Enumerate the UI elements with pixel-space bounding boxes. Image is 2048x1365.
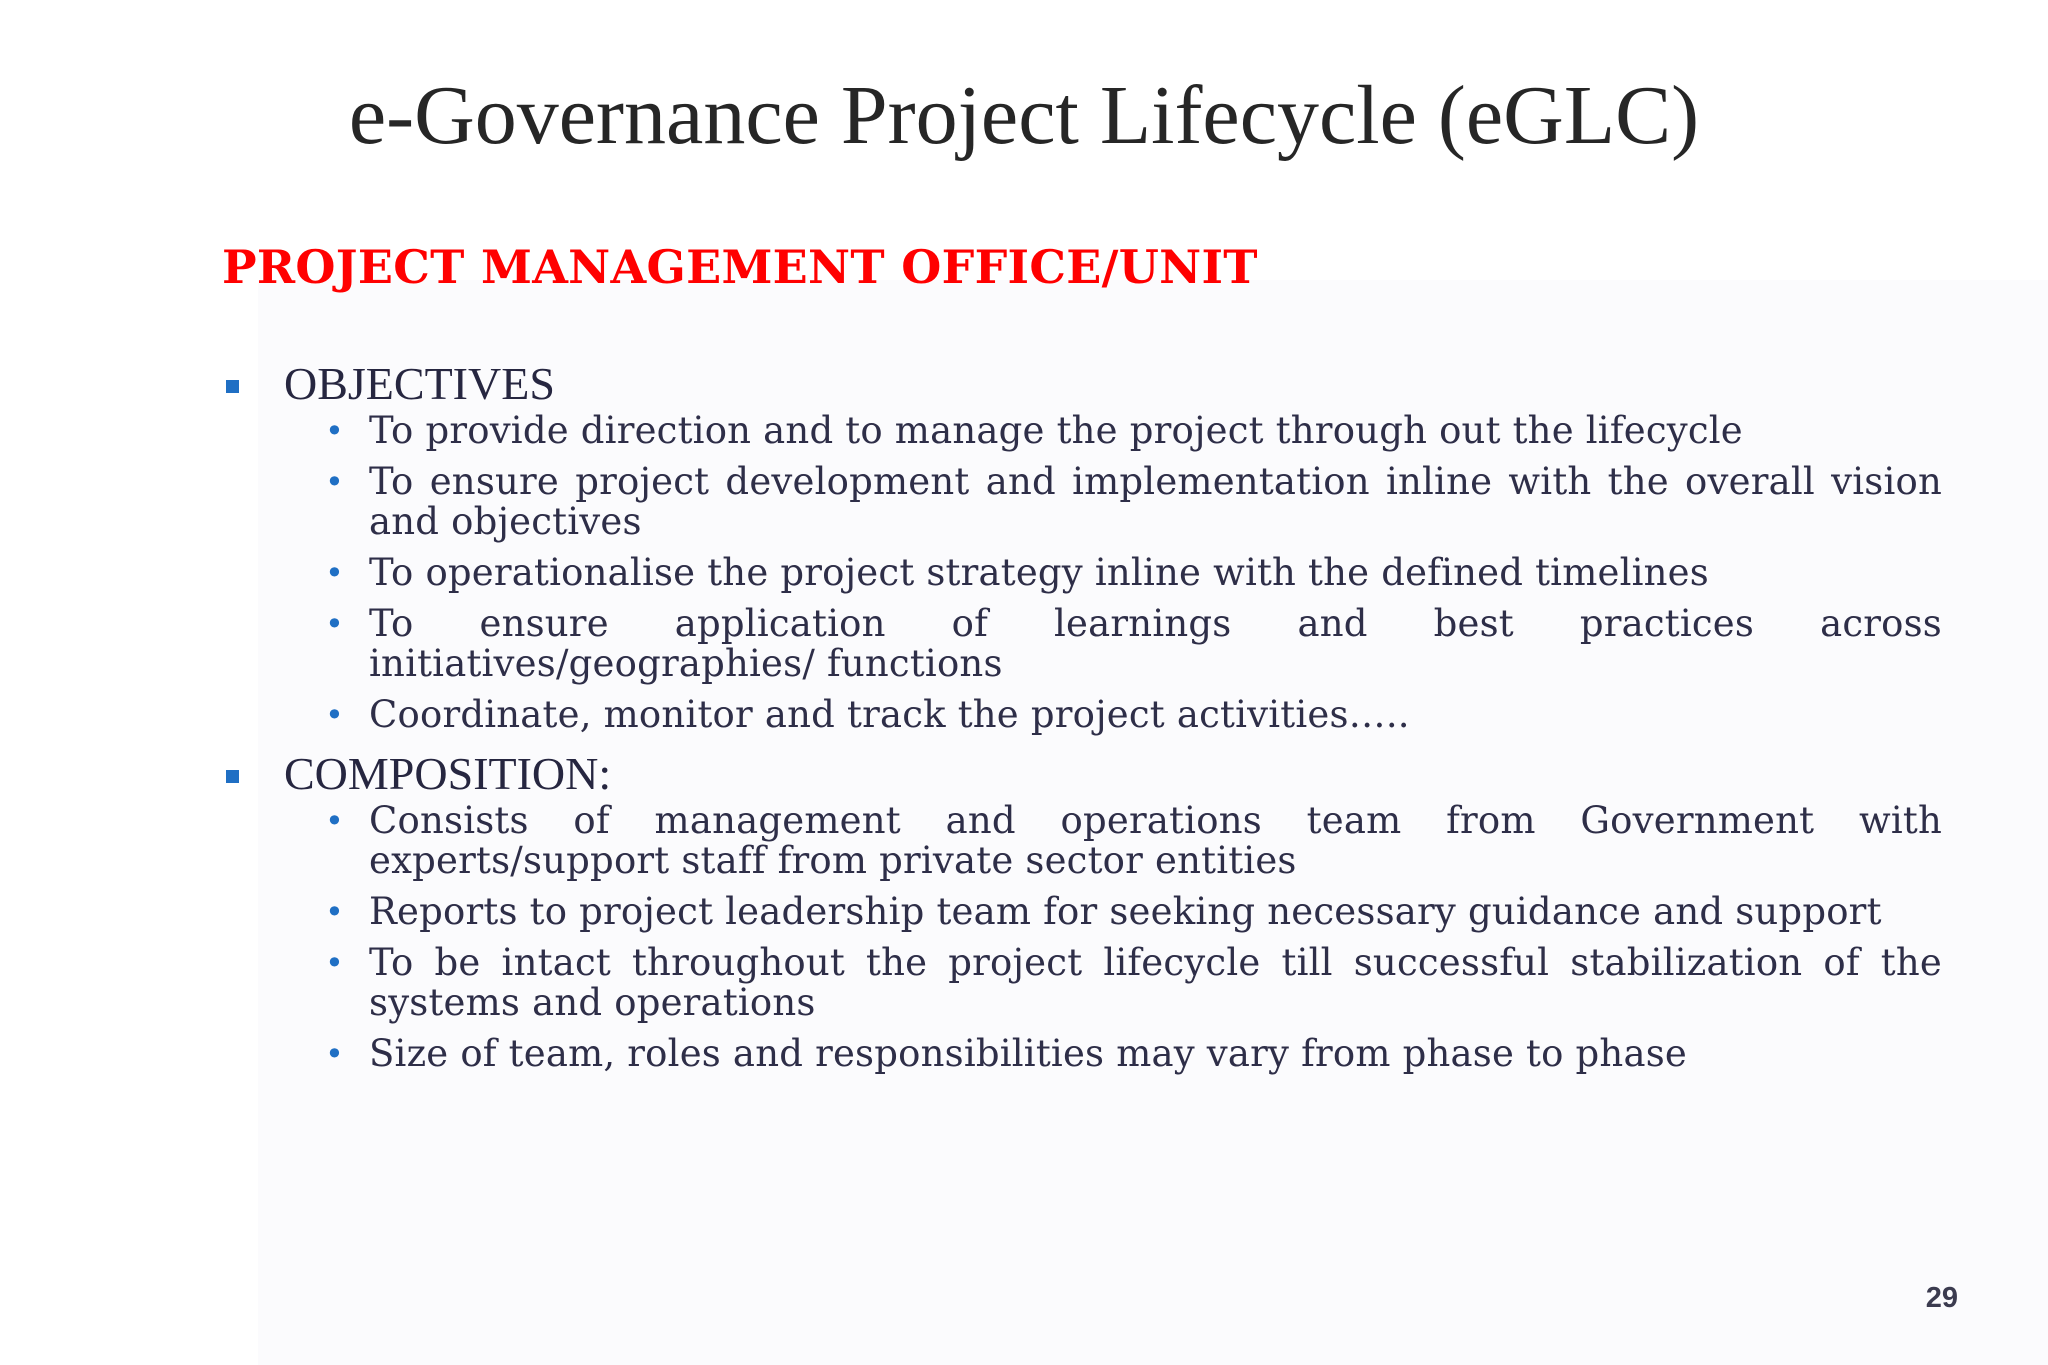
objectives-label: OBJECTIVES bbox=[284, 358, 555, 409]
square-bullet-icon bbox=[226, 380, 239, 393]
list-item: • Consists of management and operations team from Government with experts/support staff from private sector entities bbox=[325, 799, 1942, 883]
bullet-dot-icon: • bbox=[325, 944, 345, 983]
composition-label: COMPOSITION: bbox=[284, 748, 612, 800]
list-item: • To be intact throughout the project lifecycle till successful stabilization of the systems and operations bbox=[325, 941, 1942, 1025]
list-item: • To provide direction and to manage the project through out the lifecycle bbox=[325, 409, 1743, 453]
bullet-dot-icon: • bbox=[325, 554, 345, 593]
bullet-dot-icon: • bbox=[325, 802, 345, 841]
objectives-list bbox=[222, 411, 1942, 735]
square-bullet-icon bbox=[226, 770, 239, 783]
slide-content bbox=[222, 356, 1942, 1085]
list-item: • To operationalise the project strategy inline with the defined timelines bbox=[325, 551, 1709, 595]
bullet-dot-icon: • bbox=[325, 412, 345, 451]
bullet-dot-icon: • bbox=[325, 605, 345, 644]
list-item: • Reports to project leadership team for seeking necessary guidance and support bbox=[325, 890, 1882, 934]
slide-title: e-Governance Project Lifecycle (eGLC) bbox=[348, 69, 1700, 162]
list-item: • Size of team, roles and responsibilities may vary from phase to phase bbox=[325, 1032, 1687, 1076]
list-item: • Coordinate, monitor and track the project activities….. bbox=[325, 693, 1410, 737]
page-number: 29 bbox=[1925, 1282, 1958, 1314]
composition-heading bbox=[222, 746, 1942, 801]
bullet-dot-icon: • bbox=[325, 696, 345, 735]
list-item: • To ensure project development and implementation inline with the overall vision and objectives bbox=[325, 460, 1942, 544]
section-heading: PROJECT MANAGEMENT OFFICE/UNIT bbox=[222, 240, 1258, 294]
list-item: • To ensure application of learnings and best practices across initiatives/geographies/ functions bbox=[325, 602, 1942, 686]
composition-list bbox=[222, 801, 1942, 1074]
bullet-dot-icon: • bbox=[325, 893, 345, 932]
bullet-dot-icon: • bbox=[325, 1035, 345, 1074]
bullet-dot-icon: • bbox=[325, 463, 345, 502]
objectives-heading bbox=[222, 356, 1942, 411]
